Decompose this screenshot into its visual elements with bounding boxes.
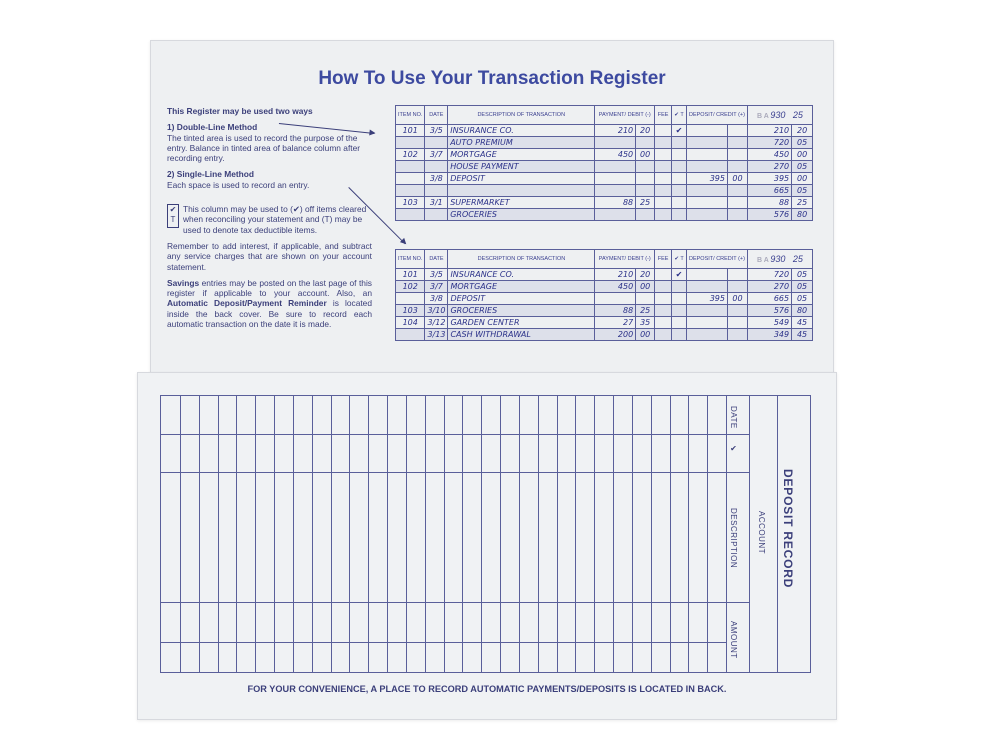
description-cell: CASH WITHDRAWAL [448,329,595,341]
fee-cell [655,149,672,161]
savings-body: entries may be posted on the last page of this register if applicable to your account. Also, an [167,277,372,299]
date-cell: 3/12 [425,317,448,329]
date-cell [425,161,448,173]
balance-cents-cell: 00 [792,149,813,161]
check-cell [672,281,687,293]
check-cell [672,173,687,185]
deposit-dollars-cell [687,305,728,317]
grid-column-line [594,396,595,672]
date-cell [425,185,448,197]
description-cell: INSURANCE CO. [448,269,595,281]
payment-dollars-cell: 27 [595,317,636,329]
deposit-cents-cell: 00 [728,293,748,305]
footer-note: FOR YOUR CONVENIENCE, A PLACE TO RECORD AUTOMATIC PAYMENTS/DEPOSITS IS LOCATED IN BACK. [247,684,727,694]
grid-column-line [236,396,237,672]
payment-cents-cell [636,161,655,173]
fee-cell [655,185,672,197]
deposit-header: DEPOSIT/ CREDIT (+) [686,106,747,125]
balance-dollars-cell: 665 [747,185,791,197]
item-no-cell: 102 [396,281,425,293]
grid-column-line [199,396,200,672]
double-line-text: The tinted area is used to record the purpose of the entry. Balance in tinted area of balance column after recording entry. [167,132,361,164]
item-no-cell [396,329,425,341]
side-column-line [749,396,750,672]
item-no-cell: 101 [396,125,425,137]
balance-cents-cell: 05 [792,281,813,293]
check-column-note [167,204,372,235]
payment-dollars-cell [595,173,636,185]
fee-cell [655,209,672,221]
register-row [396,281,813,293]
balance-cents-cell: 05 [792,293,813,305]
balance-dollars-cell: 450 [747,149,791,161]
payment-cents-cell: 00 [636,149,655,161]
grid-column-line [218,396,219,672]
double-line-register [395,105,813,221]
item-no-cell: 103 [396,197,425,209]
register-row [396,317,813,329]
balance-dollars-cell: 270 [747,281,791,293]
balance-dollars-cell: 395 [747,173,791,185]
description-cell: GROCERIES [448,305,595,317]
page-title: How To Use Your Transaction Register [318,68,666,89]
deposit-cents-cell [728,305,748,317]
deposit-cents-cell [727,161,747,173]
date-header: DATE [425,250,448,269]
fee-cell [655,197,672,209]
description-header: DESCRIPTION OF TRANSACTION [448,250,595,269]
register-header-row [396,250,813,269]
double-line-heading: 1) Double-Line Method [167,122,258,133]
payment-dollars-cell [595,137,636,149]
fee-cell [655,173,672,185]
date-cell [425,137,448,149]
deposit-cents-cell [727,137,747,149]
item-no-cell: 104 [396,317,425,329]
deposit-cents-cell [727,125,747,137]
description-cell: GARDEN CENTER [448,317,595,329]
account-label: ACCOUNT [757,511,766,555]
checkmark-icon: ✔ [169,205,177,215]
fee-cell [655,305,672,317]
balance-cents-cell: 05 [792,269,813,281]
date-cell: 3/7 [425,281,448,293]
deposit-grid [160,395,727,673]
check-cell [672,185,687,197]
grid-column-line [670,396,671,672]
grid-column-line [519,396,520,672]
payment-cents-cell: 00 [636,329,655,341]
deposit-dollars-cell: 395 [687,293,728,305]
payment-cents-cell [636,185,655,197]
description-cell: DEPOSIT [448,173,595,185]
check-cell [672,197,687,209]
date-cell: 3/1 [425,197,448,209]
tax-t-symbol: T [170,215,176,225]
balance-header [747,250,812,269]
deposit-cents-cell [728,329,748,341]
grid-column-line [707,396,708,672]
grid-column-line [444,396,445,672]
grid-column-line [387,396,388,672]
deposit-dollars-cell [687,317,728,329]
savings-bold: Savings [167,277,200,288]
payment-dollars-cell [595,209,636,221]
item-no-cell: 101 [396,269,425,281]
grid-column-line [462,396,463,672]
payment-dollars-cell: 450 [595,281,636,293]
side-row-line [725,472,749,473]
deposit-header: DEPOSIT/ CREDIT (+) [687,250,748,269]
single-line-heading: 2) Single-Line Method [167,169,255,180]
item-no-header: ITEM NO. [396,106,425,125]
register-row [396,173,813,185]
payment-cents-cell [636,173,655,185]
balance-cents-cell: 80 [792,209,813,221]
grid-row-line [161,602,726,603]
balance-cents-cell: 05 [792,137,813,149]
item-no-cell: 102 [396,149,425,161]
grid-column-line [406,396,407,672]
balance-dollars-cell: 270 [747,161,791,173]
payment-cents-cell [636,293,655,305]
amount-label: AMOUNT [729,621,738,659]
register-row [396,137,813,149]
item-no-cell [396,161,425,173]
check-label: ✔ [729,444,738,454]
balance-cents-cell: 25 [792,197,813,209]
description-cell: MORTGAGE [448,281,595,293]
grid-column-line [255,396,256,672]
balance-header [747,106,812,125]
description-cell: DEPOSIT [448,293,595,305]
register-row [396,329,813,341]
payment-dollars-cell [595,185,636,197]
deposit-cents-cell [727,197,747,209]
auto-reminder-body: is located inside the back cover. Be sure to record each automatic transaction on the date it is made. [167,298,372,330]
deposit-dollars-cell [687,329,728,341]
grid-row-line [161,472,726,473]
deposit-cents-cell [728,317,748,329]
deposit-dollars-cell [686,125,727,137]
date-cell: 3/13 [425,329,448,341]
item-no-header: ITEM NO. [396,250,425,269]
check-cell: ✔ [672,269,687,281]
payment-cents-cell [636,137,655,149]
grid-column-line [312,396,313,672]
balance-cents-cell: 05 [792,185,813,197]
date-cell: 3/10 [425,305,448,317]
remember-text: Remember to add interest, if applicable, and subtract any service charges that are shown on your account statement. [167,240,372,272]
grid-column-line [538,396,539,672]
fee-cell [655,137,672,149]
check-cell [672,209,687,221]
ba-cents: 25 [792,110,803,120]
description-cell: AUTO PREMIUM [448,137,595,149]
deposit-cents-cell [728,269,748,281]
description-cell: GROCERIES [448,209,595,221]
register-row [396,293,813,305]
fee-header: FEE [655,106,672,125]
grid-column-line [557,396,558,672]
grid-column-line [575,396,576,672]
date-cell: 3/7 [425,149,448,161]
item-no-cell [396,185,425,197]
payment-dollars-cell [595,161,636,173]
balance-dollars-cell: 665 [747,293,791,305]
payment-cents-cell: 20 [636,269,655,281]
deposit-cents-cell [727,185,747,197]
savings-text [167,278,372,329]
payment-dollars-cell: 210 [595,269,636,281]
payment-cents-cell [636,209,655,221]
item-no-cell [396,173,425,185]
register-row [396,269,813,281]
deposit-dollars-cell [686,197,727,209]
register-row [396,197,813,209]
fee-cell [655,161,672,173]
check-header: ✔ T [672,106,687,125]
item-no-cell [396,137,425,149]
fee-cell [655,269,672,281]
check-cell [672,149,687,161]
description-label: DESCRIPTION [729,508,738,569]
payment-header: PAYMENT/ DEBIT (-) [595,106,655,125]
description-cell [448,185,595,197]
register-header-row [396,106,813,125]
date-label: DATE [729,406,738,429]
check-cell [672,305,687,317]
instructions [167,106,372,335]
date-cell [425,209,448,221]
check-symbol-box [167,204,179,228]
description-cell: HOUSE PAYMENT [448,161,595,173]
payment-cents-cell: 25 [636,197,655,209]
payment-dollars-cell [595,293,636,305]
side-row-line [725,602,749,603]
payment-dollars-cell: 210 [595,125,636,137]
side-row-line [725,434,749,435]
deposit-dollars-cell [686,161,727,173]
balance-dollars-cell: 349 [747,329,791,341]
fee-cell [655,317,672,329]
balance-dollars-cell: 720 [747,137,791,149]
register-row [396,209,813,221]
fee-cell [655,281,672,293]
check-header: ✔ T [672,250,687,269]
register-row [396,125,813,137]
balance-dollars-cell: 576 [747,305,791,317]
payment-dollars-cell: 88 [595,305,636,317]
ba-label: B A [757,257,769,264]
date-cell: 3/8 [425,293,448,305]
deposit-cents-cell [727,149,747,161]
balance-cents-cell: 45 [792,329,813,341]
intro-text: This Register may be used two ways [167,106,313,116]
grid-column-line [331,396,332,672]
ba-dollars: 930 [770,254,786,264]
grid-column-line [500,396,501,672]
single-line-register [395,249,813,341]
date-cell: 3/5 [425,125,448,137]
register-row [396,185,813,197]
grid-column-line [274,396,275,672]
balance-cents-cell: 80 [792,305,813,317]
ba-label: B A [757,113,769,120]
balance-dollars-cell: 549 [747,317,791,329]
grid-column-line [688,396,689,672]
grid-column-line [632,396,633,672]
payment-dollars-cell: 450 [595,149,636,161]
fee-cell [655,293,672,305]
deposit-cents-cell [728,281,748,293]
balance-dollars-cell: 720 [747,269,791,281]
ba-cents: 25 [792,254,803,264]
deposit-cents-cell [727,209,747,221]
payment-cents-cell: 20 [636,125,655,137]
deposit-dollars-cell [686,149,727,161]
deposit-dollars-cell [686,185,727,197]
deposit-record-page [137,372,837,720]
check-cell [672,317,687,329]
deposit-side-panel [725,395,811,673]
instruction-page [150,40,834,380]
payment-cents-cell: 35 [636,317,655,329]
description-header: DESCRIPTION OF TRANSACTION [448,106,595,125]
date-cell: 3/5 [425,269,448,281]
balance-dollars-cell: 210 [747,125,791,137]
description-cell: MORTGAGE [448,149,595,161]
item-no-cell: 103 [396,305,425,317]
deposit-dollars-cell [687,269,728,281]
payment-dollars-cell: 200 [595,329,636,341]
fee-cell [655,125,672,137]
payment-cents-cell: 00 [636,281,655,293]
check-cell [672,137,687,149]
fee-cell [655,329,672,341]
deposit-dollars-cell [687,281,728,293]
item-no-cell [396,209,425,221]
grid-column-line [651,396,652,672]
balance-cents-cell: 45 [792,317,813,329]
side-column-line [777,396,778,672]
deposit-record-title: DEPOSIT RECORD [781,469,795,589]
grid-column-line [368,396,369,672]
check-column-text: This column may be used to (✔) off items cleared when reconciling your statement and (T) may be used to denote tax deductible items. [183,204,367,235]
date-cell: 3/8 [425,173,448,185]
grid-column-line [293,396,294,672]
balance-cents-cell: 20 [792,125,813,137]
grid-column-line [613,396,614,672]
register-row [396,149,813,161]
check-cell [672,161,687,173]
item-no-cell [396,293,425,305]
balance-dollars-cell: 576 [747,209,791,221]
balance-cents-cell: 05 [792,161,813,173]
deposit-cents-cell: 00 [727,173,747,185]
deposit-dollars-cell [686,137,727,149]
register-row [396,305,813,317]
description-cell: SUPERMARKET [448,197,595,209]
grid-row-line [161,434,726,435]
grid-column-line [349,396,350,672]
deposit-dollars-cell [686,209,727,221]
grid-column-line [481,396,482,672]
fee-header: FEE [655,250,672,269]
single-line-text: Each space is used to record an entry. [167,179,310,190]
auto-reminder-bold: Automatic Deposit/Payment Reminder [167,298,327,309]
check-cell: ✔ [672,125,687,137]
balance-dollars-cell: 88 [747,197,791,209]
payment-dollars-cell: 88 [595,197,636,209]
grid-column-line [425,396,426,672]
payment-cents-cell: 25 [636,305,655,317]
payment-header: PAYMENT/ DEBIT (-) [595,250,655,269]
balance-cents-cell: 00 [792,173,813,185]
date-header: DATE [425,106,448,125]
deposit-dollars-cell: 395 [686,173,727,185]
grid-column-line [180,396,181,672]
grid-row-line [161,642,726,643]
check-cell [672,293,687,305]
check-cell [672,329,687,341]
register-row [396,161,813,173]
ba-dollars: 930 [770,110,786,120]
description-cell: INSURANCE CO. [448,125,595,137]
